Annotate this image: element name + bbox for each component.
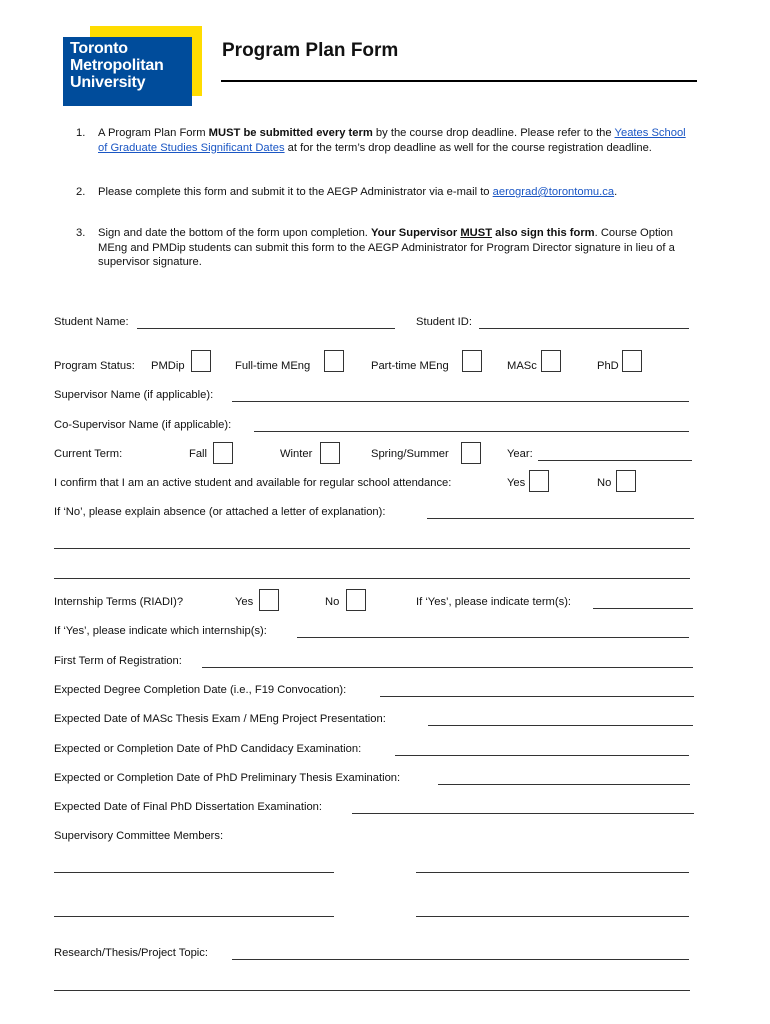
instruction-emphasis: also sign this form — [492, 227, 595, 239]
fulltime-meng-label: Full-time MEng — [235, 360, 311, 372]
confirm-yes-label: Yes — [507, 477, 526, 489]
expected-degree-label: Expected Degree Completion Date (i.e., F19 Convocation): — [54, 684, 347, 696]
instruction-text: A Program Plan Form — [98, 127, 209, 139]
co-supervisor-label: Co-Supervisor Name (if applicable): — [54, 419, 232, 431]
committee-member-1-field[interactable] — [54, 872, 334, 873]
parttime-meng-checkbox[interactable] — [462, 350, 482, 372]
instruction-number: 2. — [76, 186, 86, 198]
instruction-text: . Course Option MEng and PMDip students can submit this form to the AEGP Administrator for Program Director signature in lieu of a supervisor signature. — [98, 227, 675, 268]
confirm-yes-checkbox[interactable] — [529, 470, 549, 492]
pmdip-label: PMDip — [151, 360, 185, 372]
instruction-text: at for the term’s drop deadline as well for the course registration deadline. — [284, 141, 652, 154]
spring-summer-checkbox[interactable] — [461, 442, 481, 464]
logo-line-2: Metropolitan — [70, 57, 164, 74]
pmdip-checkbox[interactable] — [191, 350, 211, 372]
first-term-field[interactable] — [202, 667, 693, 668]
confirm-no-label: No — [597, 477, 612, 489]
phd-candidacy-label: Expected or Completion Date of PhD Candidacy Examination: — [54, 743, 362, 755]
logo-line-1: Toronto — [70, 40, 128, 57]
phd-checkbox[interactable] — [622, 350, 642, 372]
phd-candidacy-field[interactable] — [395, 755, 689, 756]
internship-terms-indicate-label: If ‘Yes’, please indicate term(s): — [416, 596, 572, 608]
first-term-label: First Term of Registration: — [54, 655, 182, 667]
logo-line-3: University — [70, 74, 146, 91]
winter-checkbox[interactable] — [320, 442, 340, 464]
phd-prelim-label: Expected or Completion Date of PhD Preliminary Thesis Examination: — [54, 772, 401, 784]
page-title: Program Plan Form — [222, 40, 399, 61]
title-divider — [221, 80, 697, 82]
internship-yes-label: Yes — [235, 596, 254, 608]
email-link[interactable]: aerograd@torontomu.ca — [492, 186, 615, 198]
research-topic-line-2[interactable] — [54, 990, 690, 991]
masc-thesis-field[interactable] — [428, 725, 693, 726]
supervisor-label: Supervisor Name (if applicable): — [54, 389, 214, 401]
internship-which-field[interactable] — [297, 637, 689, 638]
current-term-label: Current Term: — [54, 448, 123, 460]
instruction-emphasis-underline: MUST — [460, 227, 493, 239]
masc-thesis-label: Expected Date of MASc Thesis Exam / MEng Project Presentation: — [54, 713, 386, 725]
student-id-label: Student ID: — [416, 316, 472, 328]
year-field[interactable] — [538, 460, 692, 461]
student-id-field[interactable] — [479, 328, 689, 329]
internship-no-checkbox[interactable] — [346, 589, 366, 611]
masc-checkbox[interactable] — [541, 350, 561, 372]
absence-explanation-line-2[interactable] — [54, 548, 690, 549]
parttime-meng-label: Part-time MEng — [371, 360, 449, 372]
confirm-attendance-label: I confirm that I am an active student and available for regular school attendance: — [54, 477, 452, 489]
supervisor-field[interactable] — [232, 401, 689, 402]
phd-final-label: Expected Date of Final PhD Dissertation Examination: — [54, 801, 323, 813]
internship-terms-field[interactable] — [593, 608, 693, 609]
instruction-emphasis: MUST be submitted every term — [208, 127, 373, 139]
instruction-emphasis: Your Supervisor — [371, 227, 461, 239]
internship-yes-checkbox[interactable] — [259, 589, 279, 611]
instruction-text: . — [614, 186, 618, 198]
research-topic-label: Research/Thesis/Project Topic: — [54, 947, 208, 959]
internship-no-label: No — [325, 596, 340, 608]
program-status-label: Program Status: — [54, 360, 135, 372]
phd-final-field[interactable] — [352, 813, 694, 814]
committee-member-3-field[interactable] — [54, 916, 334, 917]
research-topic-field[interactable] — [232, 959, 689, 960]
instruction-number: 3. — [76, 227, 86, 239]
phd-prelim-field[interactable] — [438, 784, 690, 785]
masc-label: MASc — [507, 360, 537, 372]
fulltime-meng-checkbox[interactable] — [324, 350, 344, 372]
committee-member-2-field[interactable] — [416, 872, 689, 873]
absence-explanation-line-3[interactable] — [54, 578, 690, 579]
committee-member-4-field[interactable] — [416, 916, 689, 917]
internship-terms-label: Internship Terms (RIADI)? — [54, 596, 184, 608]
confirm-no-checkbox[interactable] — [616, 470, 636, 492]
student-name-label: Student Name: — [54, 316, 129, 328]
instruction-text: Sign and date the bottom of the form upon completion. — [98, 227, 372, 239]
instruction-text: by the course drop deadline. Please refer to the — [372, 127, 615, 139]
instruction-number: 1. — [76, 127, 86, 139]
student-name-field[interactable] — [137, 328, 395, 329]
committee-label: Supervisory Committee Members: — [54, 830, 224, 842]
year-label: Year: — [507, 448, 533, 460]
fall-checkbox[interactable] — [213, 442, 233, 464]
winter-label: Winter — [280, 448, 313, 460]
significant-dates-link[interactable]: Yeates School of Graduate Studies Significant Dates — [98, 127, 686, 154]
co-supervisor-field[interactable] — [254, 431, 689, 432]
university-logo-text — [70, 40, 190, 91]
instruction-text: Please complete this form and submit it to the AEGP Administrator via e-mail to — [98, 186, 493, 198]
absence-explanation-label: If ‘No’, please explain absence (or attached a letter of explanation): — [54, 506, 386, 518]
internship-which-label: If ‘Yes’, please indicate which internship(s): — [54, 625, 267, 637]
absence-explanation-field[interactable] — [427, 518, 694, 519]
expected-degree-field[interactable] — [380, 696, 694, 697]
spring-summer-label: Spring/Summer — [371, 448, 449, 460]
phd-label: PhD — [597, 360, 619, 372]
fall-label: Fall — [189, 448, 208, 460]
